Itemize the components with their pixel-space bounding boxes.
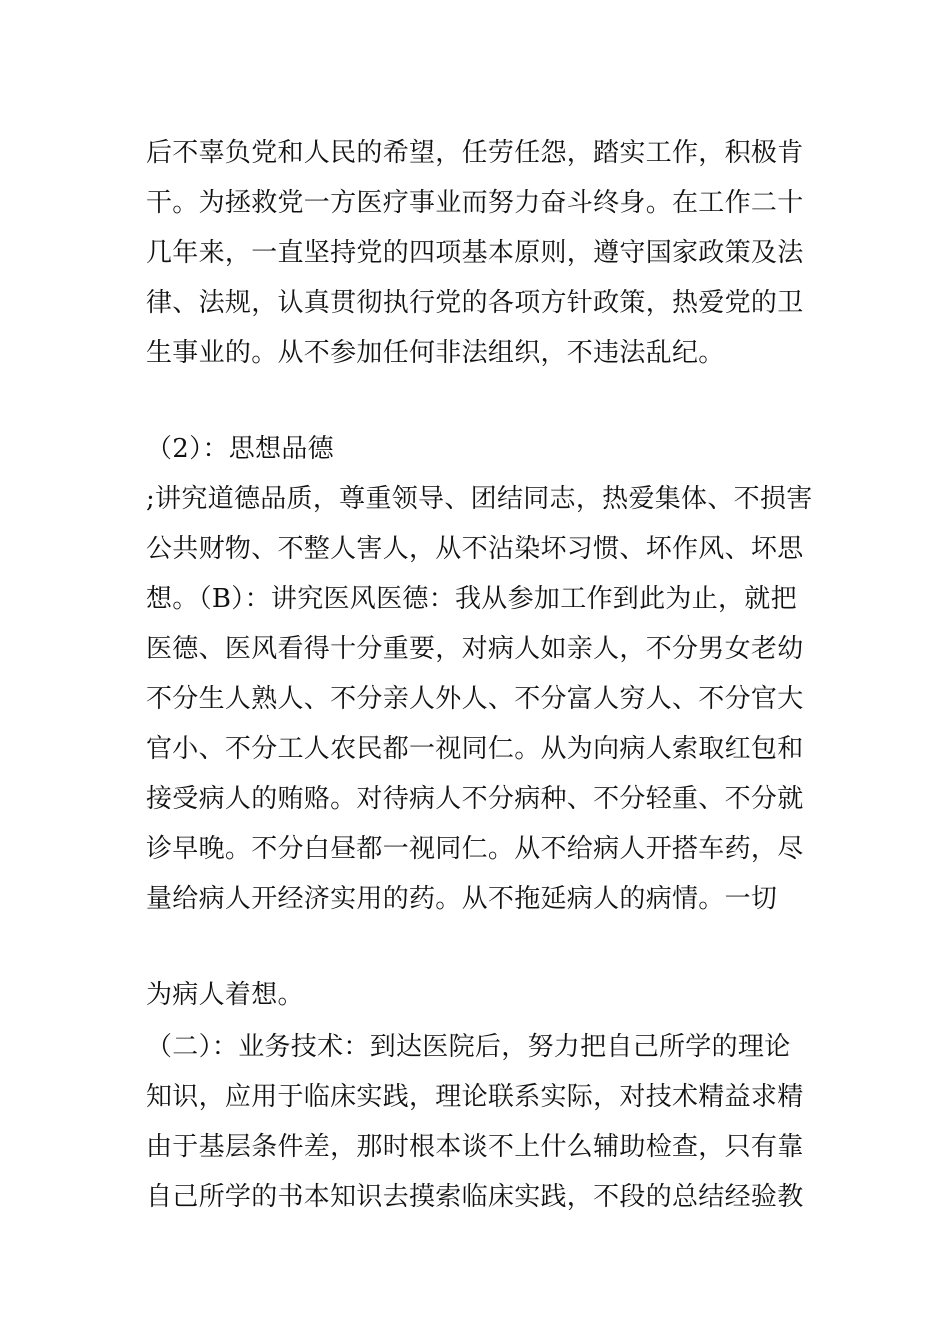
text-line: 干。为拯救党一方医疗事业而努力奋斗终身。在工作二十 [146,188,804,218]
text-line: （二）：业务技术：到达医院后，努力把自己所学的理论 [146,1032,791,1062]
text-line: ;讲究道德品质，尊重领导、团结同志，热爱集体、不损害 [146,484,813,514]
text-line: 公共财物、不整人害人，从不沾染坏习惯、坏作风、坏思 [146,534,804,564]
text-line: 后不辜负党和人民的希望，任劳任怨，踏实工作，积极肯 [146,138,804,168]
text-line: 由于基层条件差，那时根本谈不上什么辅助检查，只有靠 [146,1132,804,1162]
text-line: 律、法规，认真贯彻执行党的各项方针政策，热爱党的卫 [146,288,804,318]
section-heading: （2）：思想品德 [146,434,334,464]
text-line: 不分生人熟人、不分亲人外人、不分富人穷人、不分官大 [146,684,804,714]
text-line: 生事业的。从不参加任何非法组织，不违法乱纪。 [146,338,725,368]
text-line: 想。（B）：讲究医风医德：我从参加工作到此为止，就把 [146,584,797,614]
text-line: 几年来，一直坚持党的四项基本原则，遵守国家政策及法 [146,238,804,268]
text-line: 接受病人的贿赂。对待病人不分病种、不分轻重、不分就 [146,784,804,814]
text-line: 知识，应用于临床实践，理论联系实际，对技术精益求精 [146,1082,804,1112]
text-line: 医德、医风看得十分重要，对病人如亲人，不分男女老幼 [146,634,804,664]
text-line: 为病人着想。 [146,980,304,1010]
text-line: 量给病人开经济实用的药。从不拖延病人的病情。一切 [146,884,778,914]
text-line: 自己所学的书本知识去摸索临床实践，不段的总结经验教 [146,1182,804,1212]
text-line: 诊早晚。不分白昼都一视同仁。从不给病人开搭车药，尽 [146,834,804,864]
text-line: 官小、不分工人农民都一视同仁。从为向病人索取红包和 [146,734,804,764]
